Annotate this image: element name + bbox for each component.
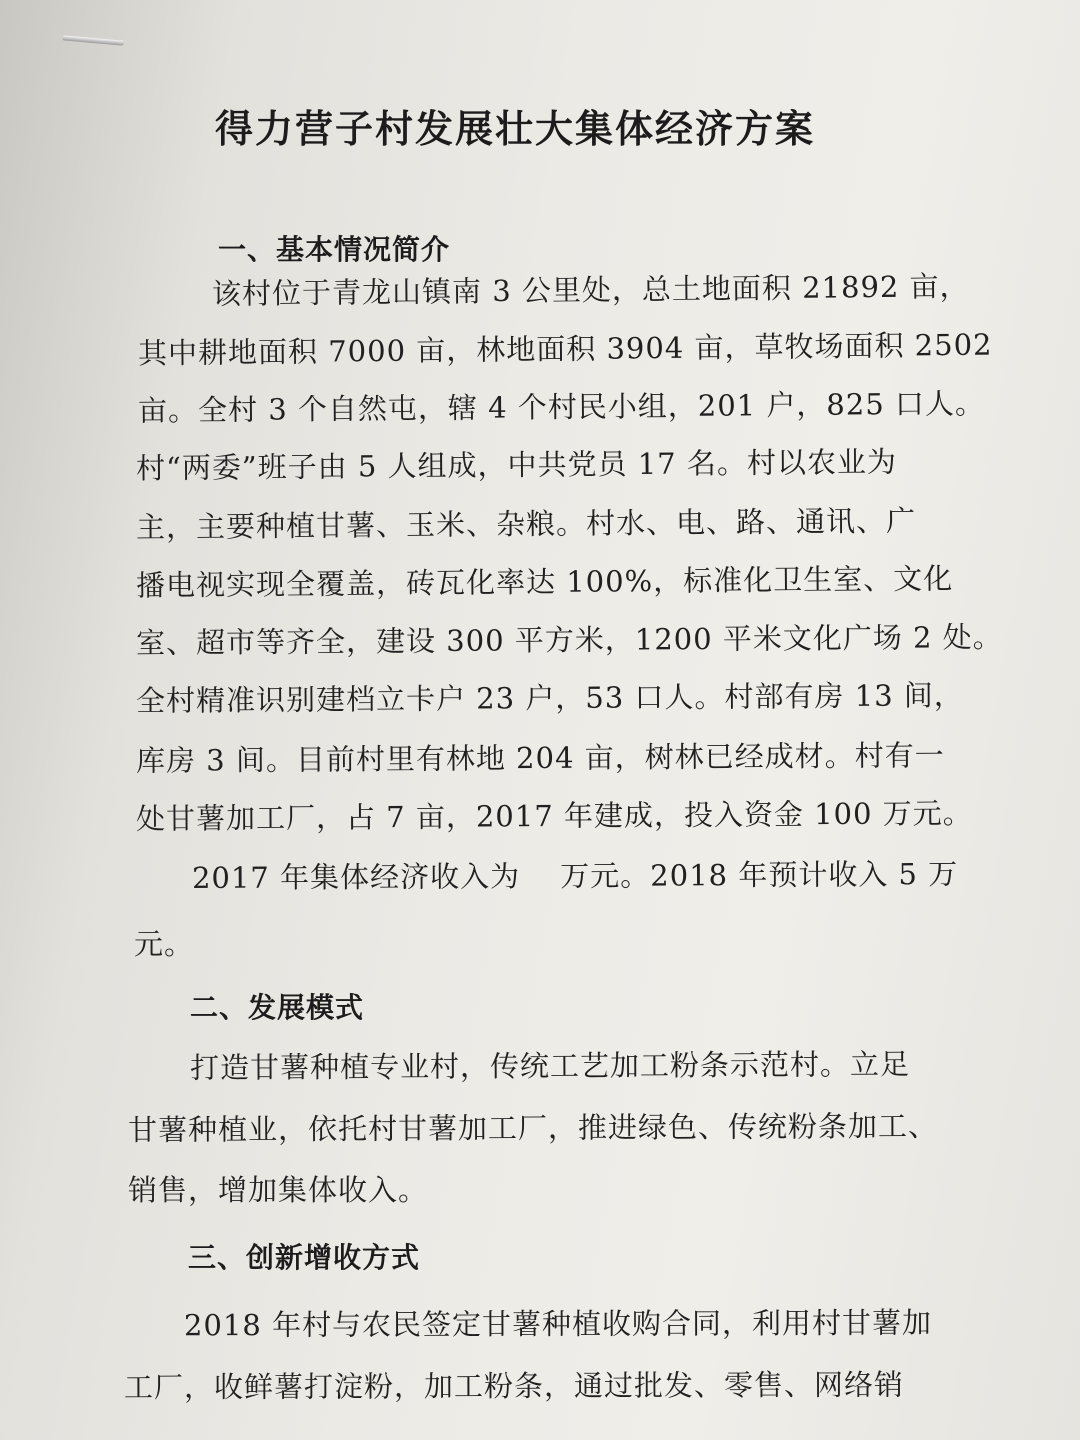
paragraph-line: 工厂，收鲜薯打淀粉，加工粉条，通过批发、零售、网络销: [123, 1367, 905, 1405]
paragraph-line: 播电视实现全覆盖，砖瓦化率达 100%，标准化卫生室、文化: [135, 561, 954, 603]
paragraph-line: 其中耕地面积 7000 亩，林地面积 3904 亩，草牧场面积 2502: [137, 327, 993, 371]
paragraph-line: 库房 3 间。目前村里有林地 204 亩，树林已经成材。村有一: [135, 738, 945, 778]
document-title: 得力营子村发展壮大集体经济方案: [214, 107, 815, 151]
section-heading-basic-info: 一、基本情况简介: [218, 233, 451, 266]
paragraph-line: 全村精准识别建档立卡户 23 户，53 口人。村部有房 13 间，: [135, 678, 964, 718]
paragraph-line: 亩。全村 3 个自然屯，辖 4 个村民小组，201 户，825 口人。: [137, 386, 986, 428]
paragraph-line: 2018 年村与农民签定甘薯种植收购合同，利用村甘薯加: [183, 1305, 933, 1343]
paragraph-line: 销售，增加集体收入。: [128, 1173, 429, 1207]
paragraph-line: 处甘薯加工厂，占 7 亩，2017 年建成，投入资金 100 万元。: [135, 796, 973, 836]
paragraph-line: 村“两委”班子由 5 人组成，中共党员 17 名。村以农业为: [135, 444, 898, 486]
paragraph-line: 2017 年集体经济收入为 万元。2018 年预计收入 5 万: [191, 856, 959, 896]
paragraph-line: 元。: [134, 927, 195, 961]
paragraph-line: 打造甘薯种植专业村，传统工艺加工粉条示范村。立足: [189, 1047, 911, 1085]
section-heading-income-methods: 三、创新增收方式: [188, 1241, 421, 1274]
paragraph-line: 主，主要种植甘薯、玉米、杂粮。村水、电、路、通讯、广: [135, 503, 917, 545]
paragraph-line: 甘薯种植业，依托村甘薯加工厂，推进绿色、传统粉条加工、: [127, 1108, 939, 1148]
paragraph-line: 室、超市等齐全，建设 300 平方米，1200 平米文化广场 2 处。: [135, 619, 1003, 661]
section-heading-development-model: 二、发展模式: [190, 991, 365, 1024]
paragraph-line: 该村位于青龙山镇南 3 公里处，总土地面积 21892 亩，: [211, 269, 970, 311]
staple: [62, 35, 124, 45]
